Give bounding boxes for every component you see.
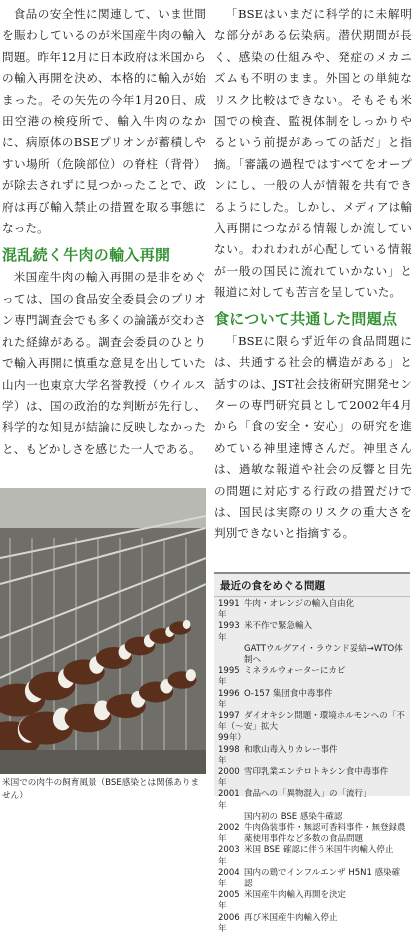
timeline-year: 2001年 bbox=[218, 789, 240, 811]
article-paragraph-intro: 食品の安全性に関連して、いま世間を賑わしているのが米国産牛肉の輸入問題。昨年12月に日本政府は米国からの輸入再開を決め、本格的に輸入が始まった。その矢先の今年1月20日、成田空港の検疫所で、輸入牛肉のなかに、病原体のBSEプリオンが蓄積しやすい場所（危険部位）の脊柱（背骨）が除去されずに見つかったことで、政府は再び輸入禁止の措置を取る事態になった。 bbox=[2, 7, 206, 236]
timeline-event: O-157 集団食中毒事件 bbox=[244, 688, 333, 699]
cattle-feedlot-image bbox=[0, 488, 206, 774]
timeline-event: 国内初の BSE 感染牛確認 bbox=[244, 811, 343, 822]
right-column bbox=[214, 4, 412, 545]
timeline-event: ダイオキシン問題・環境ホルモンへの「不安」拡大 bbox=[244, 711, 405, 733]
timeline-row bbox=[214, 913, 410, 935]
timeline-event: 米国 BSE 確認に伴う米国牛肉輸入停止 bbox=[244, 845, 394, 856]
timeline-year: 1998年 bbox=[218, 744, 240, 766]
section-heading-common-problems: 食について共通した問題点 bbox=[214, 309, 398, 328]
timeline-event: 和歌山毒入りカレー事件 bbox=[244, 744, 338, 755]
article-paragraph-social-structure: 「BSEに限らず近年の食品問題には、共通する社会的構造がある」と話すのは、JST社会技術研究開発センターの専門研究員として2002年4月から「食の安全・安心」の研究を進めている神里達博さんだ。神里さんは、過敏な報道や社会の反響と目先の問題に対応する行政の措置だけでは、国民は実際のリスクの重大さを判別できないと指摘する。 bbox=[214, 333, 412, 541]
timeline-year: 1991年 bbox=[218, 599, 240, 621]
timeline-title: 最近の食をめぐる問題 bbox=[214, 574, 410, 597]
timeline-event: 雪印乳業エンテロトキシン食中毒事件 bbox=[244, 767, 389, 778]
food-issues-timeline bbox=[214, 572, 410, 934]
timeline-row bbox=[214, 812, 410, 823]
timeline-year: 1997年（～99年） bbox=[218, 711, 246, 744]
timeline-year: 2003年 bbox=[218, 845, 240, 867]
timeline-event: 米不作で緊急輸入 bbox=[244, 621, 313, 632]
timeline-row bbox=[214, 689, 410, 711]
timeline-row bbox=[214, 745, 410, 767]
timeline-year: 1995年 bbox=[218, 666, 240, 688]
left-column bbox=[2, 4, 206, 460]
timeline-event: GATTウルグアイ・ラウンド妥結→WTO体制へ bbox=[244, 643, 403, 666]
timeline-year: 2005年 bbox=[218, 890, 240, 912]
photo-caption: 米国での肉牛の飼育風景（BSE感染とは関係ありません） bbox=[2, 778, 200, 801]
article-paragraph-prion-committee: 米国産牛肉の輸入再開の是非をめぐっては、国の食品安全委員会のプリオン専門調査会でも多くの論議が交わされた経緯がある。調査会委員のひとりで輸入再開に慎重な意見を出していた山内一也東京大学名誉教授（ウイルス学）は、国の政治的な判断が先行し、科学的な知見が結論に反映しなかったと、もどかしさを感じた一人である。 bbox=[2, 270, 206, 456]
timeline-year bbox=[218, 644, 244, 666]
timeline-rows bbox=[214, 599, 410, 935]
timeline-event: 再び米国産牛肉輸入停止 bbox=[244, 912, 338, 923]
timeline-event: 食品への「異物混入」の「流行」 bbox=[244, 789, 372, 800]
section-heading-beef-import: 混乱続く牛肉の輸入再開 bbox=[2, 246, 171, 265]
timeline-event: 国内の鶏でインフルエンザ H5N1 感染確認 bbox=[244, 867, 401, 890]
timeline-year: 1996年 bbox=[218, 688, 240, 710]
timeline-row bbox=[214, 599, 410, 621]
timeline-row bbox=[214, 823, 410, 845]
timeline-row bbox=[214, 711, 410, 745]
timeline-year bbox=[218, 812, 244, 823]
timeline-row bbox=[214, 644, 410, 666]
timeline-year: 2004年 bbox=[218, 867, 240, 890]
timeline-year: 1993年 bbox=[218, 621, 240, 643]
timeline-event: ミネラルウォーターにカビ bbox=[244, 666, 346, 677]
timeline-event: 牛肉・オレンジの輸入自由化 bbox=[244, 599, 355, 609]
timeline-row bbox=[214, 890, 410, 912]
timeline-year: 2000年 bbox=[218, 767, 240, 789]
timeline-event: 牛肉偽装事件・無認可香料事件・無登録農薬使用事件など多数の食品問題 bbox=[244, 823, 406, 845]
timeline-event: 米国産牛肉輸入再開を決定 bbox=[244, 890, 347, 901]
timeline-row bbox=[214, 621, 410, 643]
timeline-row bbox=[214, 767, 410, 789]
timeline-row bbox=[214, 666, 410, 688]
timeline-row bbox=[214, 845, 410, 867]
timeline-year: 2002年 bbox=[218, 823, 240, 845]
article-paragraph-bse-quote: 「BSEはいまだに科学的に未解明な部分がある伝染病。潜伏期間が長く、感染の仕組みや、発症のメカニズムも不明のまま。外国との単純なリスク比較はできない。そもそも米国での検査、監視体制をしっかりやるという前提があっての話だ」と指摘。「審議の過程ではすべてをオープンにし、一般の人が情報を共有できるようにした。しかし、メディアは輸入再開につながる情報しか流していない。われわれが心配している情報が一般の国民に流れていかない」と報道に対しても苦言を呈していた。 bbox=[214, 7, 412, 300]
timeline-row bbox=[214, 789, 410, 811]
timeline-year: 2006年 bbox=[218, 912, 240, 934]
cattle-feedlot-photo bbox=[0, 488, 206, 774]
timeline-row bbox=[214, 868, 410, 890]
